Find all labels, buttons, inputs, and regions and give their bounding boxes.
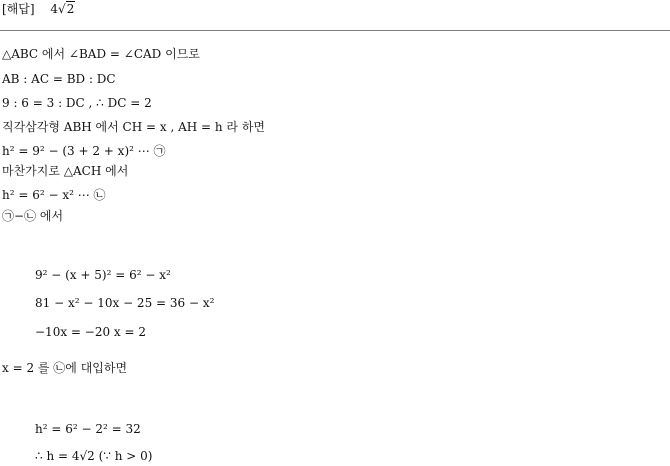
conclusion-line: ∴ h = 4√2 (∵ h > 0) [35,449,153,463]
solution-line-1: △ABC 에서 ∠BAD = ∠CAD 이므로 [2,47,200,61]
equation-line-3: −10x = −20 x = 2 [35,325,146,339]
equation-line-2: 81 − x² − 10x − 25 = 36 − x² [35,296,215,310]
solution-line-6: 마찬가지로 △ACH 에서 [2,164,129,178]
solution-line-3: 9 : 6 = 3 : DC , ∴ DC = 2 [2,96,152,110]
solution-line-8: ㉠−㉡ 에서 [2,209,64,223]
solution-line-7: h² = 6² − x² ⋯ ㉡ [2,188,106,202]
answer-label: [해답] [2,2,35,16]
solution-line-5: h² = 9² − (3 + 2 + x)² ⋯ ㉠ [2,144,166,158]
equation-line-1: 9² − (x + 5)² = 6² − x² [35,268,171,282]
answer-value: 4√2 [50,2,75,16]
solution-line-4: 직각삼각형 ABH 에서 CH = x , AH = h 라 하면 [2,120,266,134]
divider [0,30,670,31]
solution-line-9: x = 2 를 ㉡에 대입하면 [2,361,128,375]
solution-line-2: AB : AC = BD : DC [2,72,116,86]
equation-line-4: h² = 6² − 2² = 32 [35,422,141,436]
answer-header [2,0,75,18]
